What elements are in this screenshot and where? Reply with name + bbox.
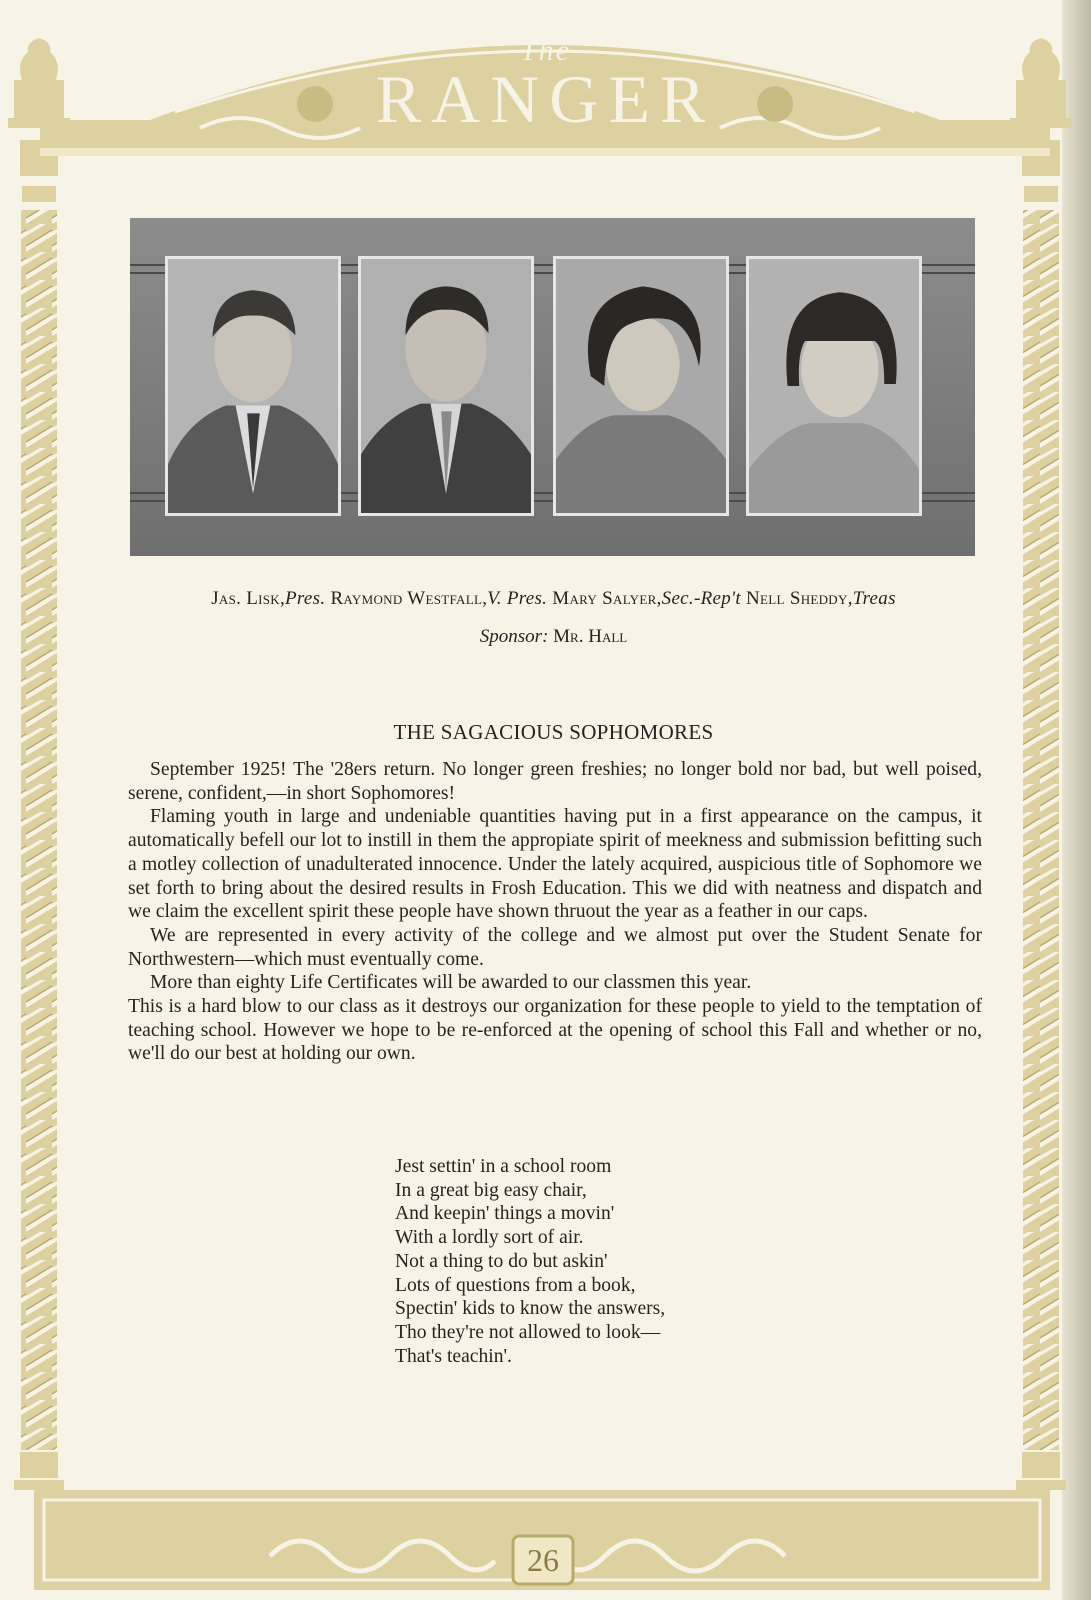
left-column-ornament: [8, 38, 70, 1490]
officers-caption: Jas. Lisk,Pres. Raymond Westfall,V. Pres. Mary Salyer,Sec.-Rep't Nell Sheddy,Treas: [211, 588, 896, 609]
poem-line: In a great big easy chair,: [395, 1179, 587, 1201]
poem-line: That's teachin'.: [395, 1345, 512, 1367]
poem-line: Tho they're not allowed to look—: [395, 1321, 661, 1343]
poem-line: Spectin' kids to know the answers,: [395, 1298, 666, 1320]
officer-role: Sec.-Rep't: [661, 588, 741, 609]
poem: [395, 1155, 775, 1368]
masthead-the: The: [520, 34, 571, 67]
officer-name: Raymond Westfall: [330, 588, 483, 609]
officer-name: Jas. Lisk: [211, 588, 280, 609]
page-number: 26: [527, 1542, 559, 1578]
article-paragraph: More than eighty Life Certificates will be awarded to our classmen this year.: [150, 972, 752, 994]
portrait-vice-president: [358, 256, 534, 516]
sponsor-caption: [124, 626, 983, 648]
sponsor-name: Mr. Hall: [553, 626, 628, 647]
article-paragraph: This is a hard blow to our class as it destroys our organization for these people to yield to the temptation of teaching school. However we hope to be re-enforced at the opening of school this Fall and whether or no, we'll do our best at holding our own.: [128, 996, 982, 1065]
officer-photo-panel: [130, 218, 975, 556]
officer-name: Nell Sheddy: [746, 588, 848, 609]
article-paragraph: We are represented in every activity of the college and we almost put over the Student Senate for Northwestern—which must eventually come.: [128, 924, 982, 970]
poem-line: Lots of questions from a book,: [395, 1274, 636, 1296]
portrait-secretary: [553, 256, 729, 516]
portrait-treasurer: [746, 256, 922, 516]
poem-line: Not a thing to do but askin': [395, 1250, 608, 1272]
officer-role: V. Pres.: [487, 588, 548, 609]
poem-line: With a lordly sort of air.: [395, 1227, 584, 1249]
article-body: [128, 758, 982, 1066]
sponsor-label: Sponsor:: [479, 626, 549, 647]
officer-name: Mary Salyer: [552, 588, 657, 609]
article-paragraph: September 1925! The '28ers return. No longer green freshies; no longer bold nor bad, but well poised, serene, confident,—in short Sophomores!: [128, 759, 982, 804]
poem-line: Jest settin' in a school room: [395, 1156, 612, 1177]
officer-role: Treas: [852, 588, 896, 609]
masthead-title: RANGER: [375, 61, 716, 137]
portrait-president: [165, 256, 341, 516]
right-column-ornament: [1010, 38, 1072, 1490]
officer-role: Pres.: [285, 588, 326, 609]
poem-line: And keepin' things a movin': [395, 1203, 615, 1225]
article-title: THE SAGACIOUS SOPHOMORES: [393, 720, 714, 744]
article-paragraph: Flaming youth in large and undeniable quantities having put in a first appearance on the campus, it automatically befell our lot to instill in them the appropiate spirit of meekness and submission befitting such a motley collection of unadulterated innocence. Under the lately acquired, auspicious title of Sophomore we set forth to bring about the desired results in Frosh Education. This we did with neatness and dispatch and we claim the excellent spirit these people have shown thruout the year as a feather in our caps.: [128, 806, 982, 923]
